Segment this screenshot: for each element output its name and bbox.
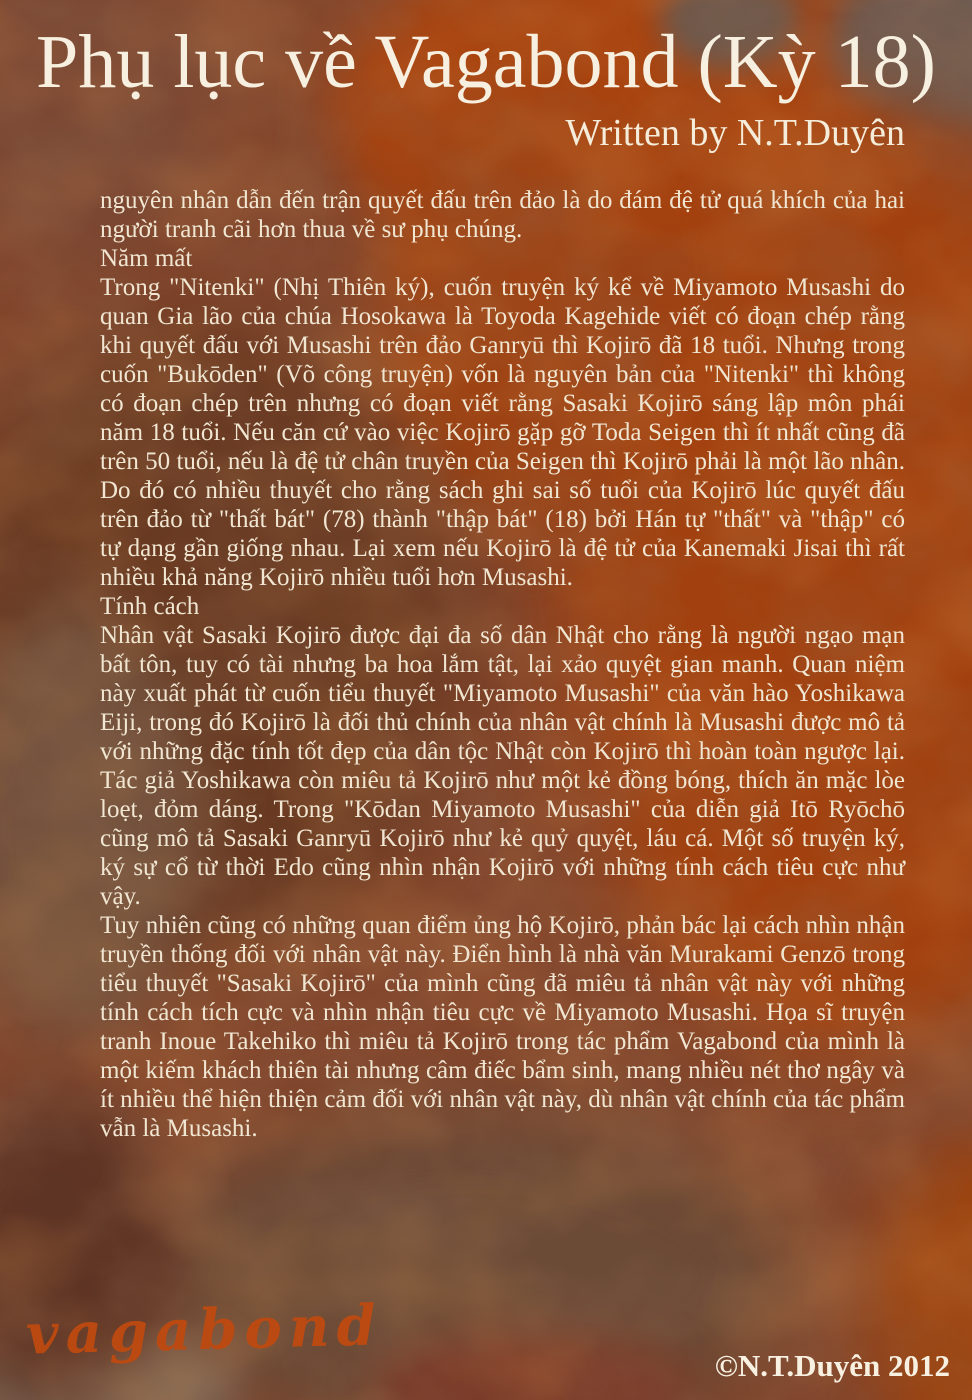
byline: Written by N.T.Duyên [565, 112, 905, 154]
section-paragraph-tinh-cach-1: Nhân vật Sasaki Kojirō được đại đa số dân Nhật cho rằng là người ngạo mạn bất tôn, tuy có tài nhưng ba hoa lắm tật, lại xảo quyệt gian manh. Quan niệm này xuất phát từ cuốn tiểu thuyết "Miyamoto Musashi" của văn hào Yoshikawa Eiji, trong đó Kojirō là đối thủ chính của nhân vật chính là Musashi được mô tả với những đặc tính tốt đẹp của dân tộc Nhật còn Kojirō thì hoàn toàn ngược lại. Tác giả Yoshikawa còn miêu tả Kojirō như một kẻ đồng bóng, thích ăn mặc lòe loẹt, đỏm dáng. Trong "Kōdan Miyamoto Musashi" của diễn giả Itō Ryōchō cũng mô tả Sasaki Ganryū Kojirō như kẻ quỷ quyệt, láu cá. Một số truyện ký, ký sự cổ từ thời Edo cũng nhìn nhận Kojirō với những tính cách tiêu cực như vậy. [100, 622, 905, 910]
section-paragraph-tinh-cach-2: Tuy nhiên cũng có những quan điểm ủng hộ Kojirō, phản bác lại cách nhìn nhận truyền thống đối với nhân vật này. Điển hình là nhà văn Murakami Genzō trong tiểu thuyết "Sasaki Kojirō" của mình cũng đã miêu tả nhân vật này với những tính cách tích cực và nhìn nhận tiêu cực về Miyamoto Musashi. Họa sĩ truyện tranh Inoue Takehiko thì miêu tả Kojirō trong tác phẩm Vagabond của mình là một kiếm khách thiên tài nhưng câm điếc bẩm sinh, mang nhiều nét thơ ngây và ít nhiều thể hiện thiện cảm đối với nhân vật này, dù nhân vật chính của tác phẩm vẫn là Musashi. [100, 912, 905, 1142]
copyright-notice: ©N.T.Duyên 2012 [714, 1348, 950, 1383]
section-heading-nam-mat: Năm mất [100, 245, 193, 272]
intro-paragraph: nguyên nhân dẫn đến trận quyết đấu trên đảo là do đám đệ tử quá khích của hai người tranh cãi hơn thua về sư phụ chúng. [100, 187, 905, 243]
vagabond-watermark: vagabond [25, 1292, 384, 1368]
article-body [100, 186, 905, 1143]
section-paragraph-nam-mat: Trong "Nitenki" (Nhị Thiên ký), cuốn truyện ký kể về Miyamoto Musashi do quan Gia lão của chúa Hosokawa là Toyoda Kagehide viết có đoạn chép rằng khi quyết đấu với Musashi trên đảo Ganryū thì Kojirō đã 18 tuổi. Nhưng trong cuốn "Bukōden" (Võ công truyện) vốn là nguyên bản của "Nitenki" thì không có đoạn chép trên nhưng có đoạn viết rằng Sasaki Kojirō sáng lập môn phái năm 18 tuổi. Nếu căn cứ vào việc Kojirō gặp gỡ Toda Seigen thì ít nhất cũng đã trên 50 tuổi, nếu là đệ tử chân truyền của Seigen thì Kojirō phải là một lão nhân. Do đó có nhiều thuyết cho rằng sách ghi sai số tuổi của Kojirō lúc quyết đấu trên đảo từ "thất bát" (78) thành "thập bát" (18) bởi Hán tự "thất" và "thập" có tự dạng gần giống nhau. Lại xem nếu Kojirō là đệ tử của Kanemaki Jisai thì rất nhiều khả năng Kojirō nhiều tuổi hơn Musashi. [100, 274, 905, 591]
page-title: Phụ lục về Vagabond (Kỳ 18) [36, 20, 936, 104]
section-heading-tinh-cach: Tính cách [100, 593, 200, 620]
